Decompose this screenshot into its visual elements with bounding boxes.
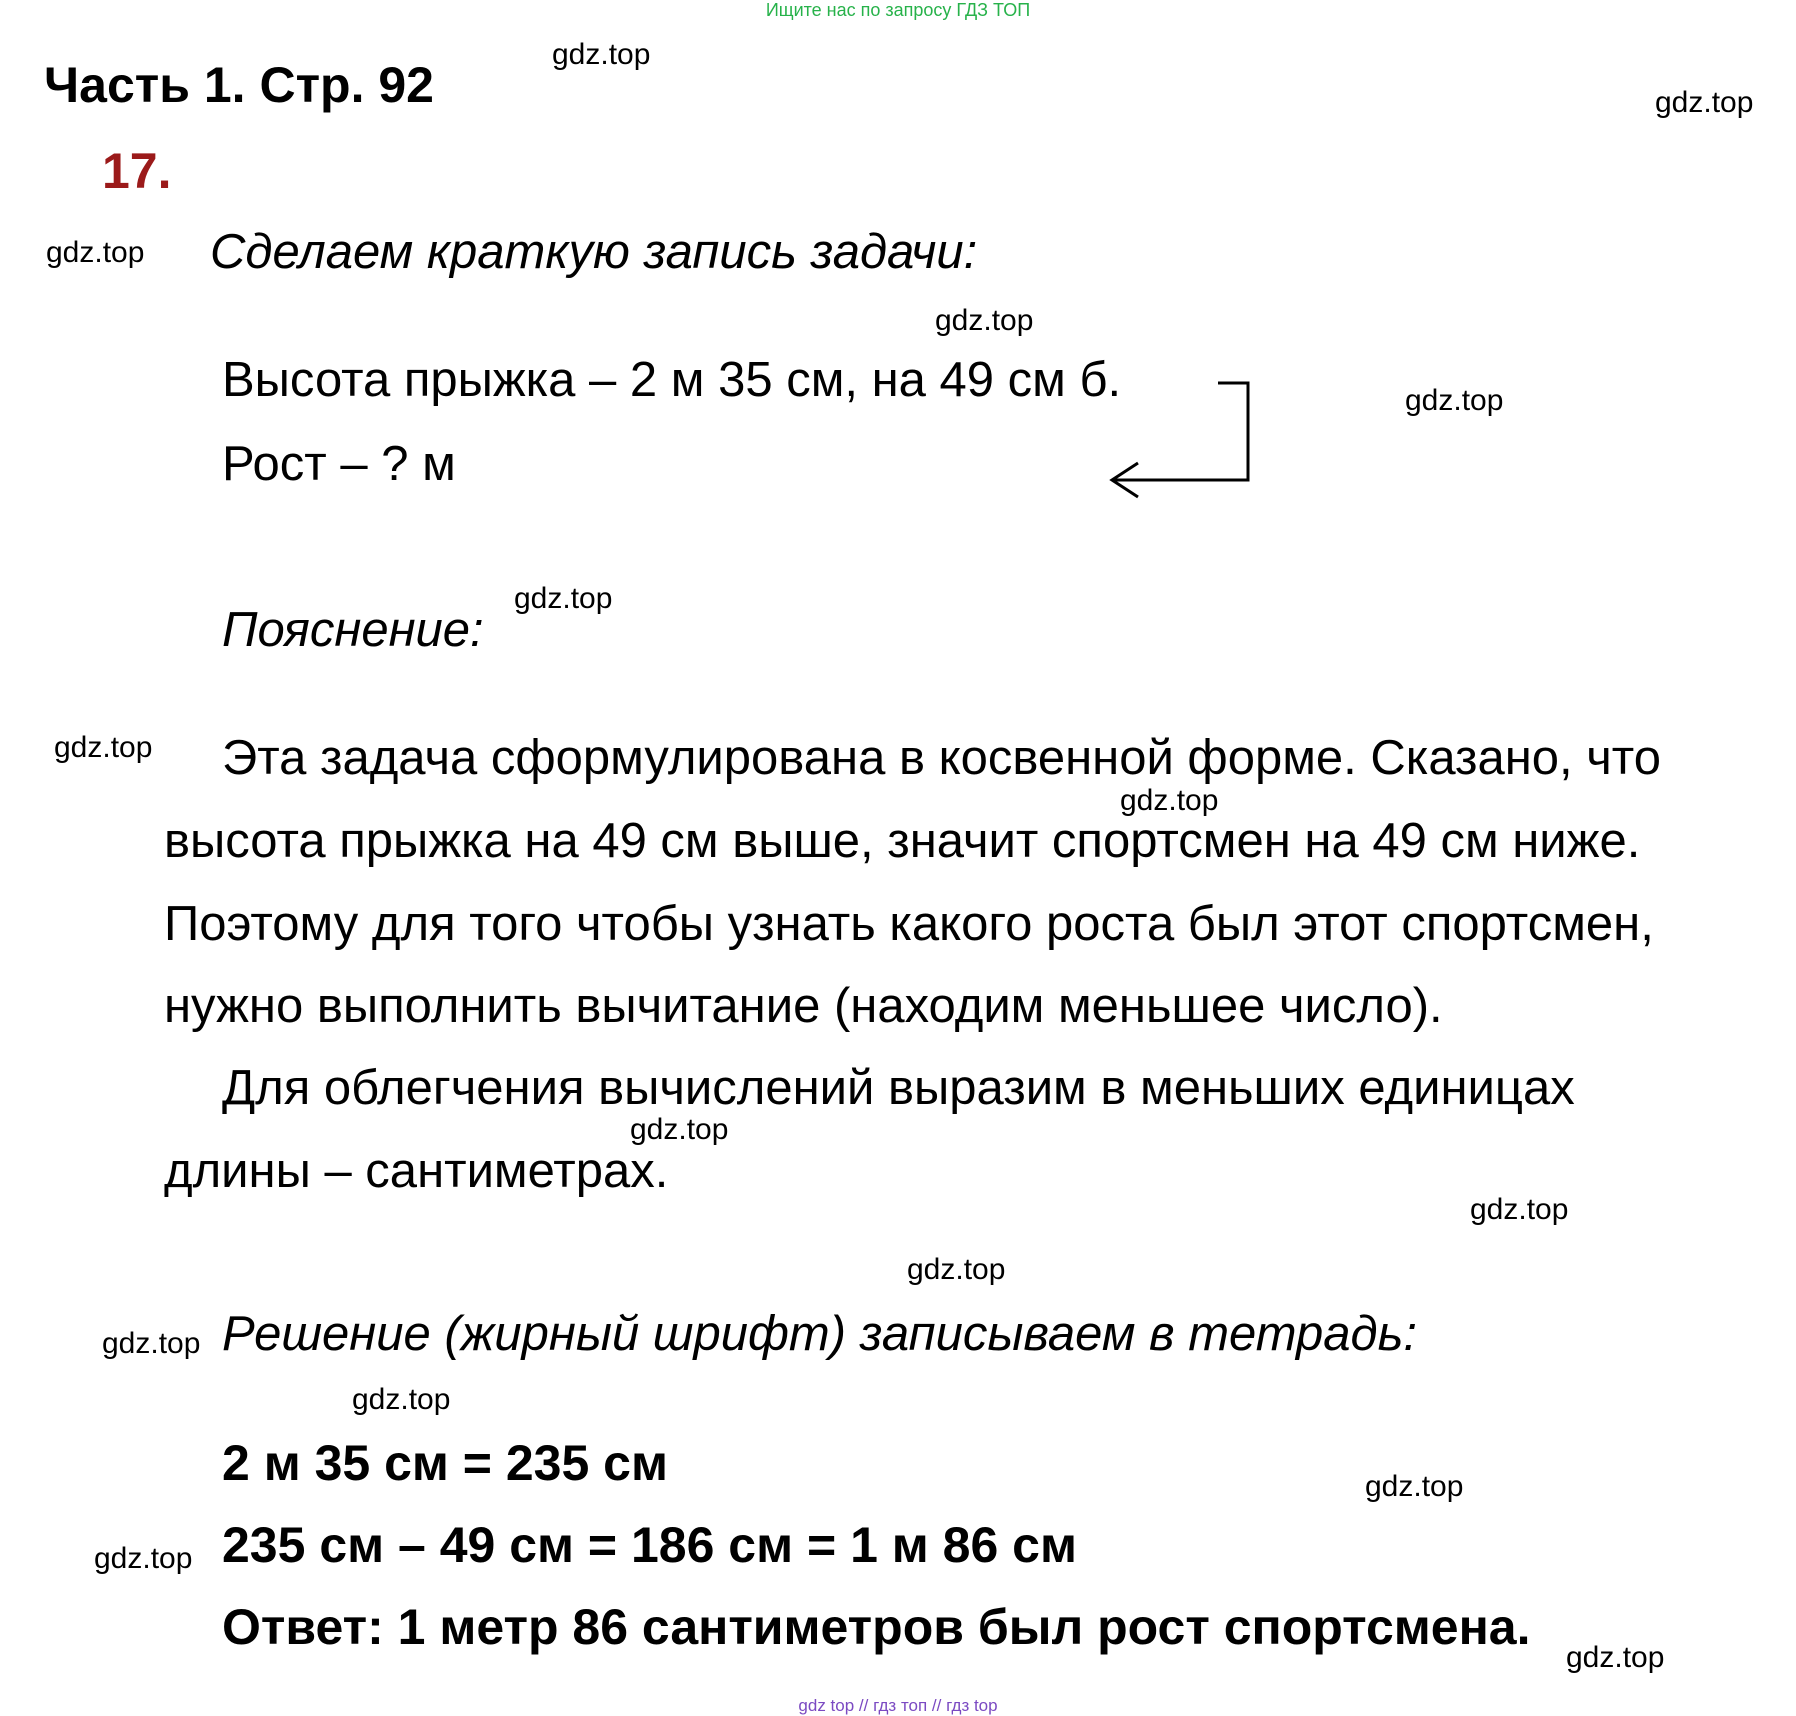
answer-line: Ответ: 1 метр 86 сантиметров был рост спортсмена. [222,1599,1531,1655]
watermark: gdz.top [102,1327,201,1360]
watermark: gdz.top [1405,384,1504,417]
watermark: gdz.top [935,304,1034,337]
short-note-line-1: Высота прыжка – 2 м 35 см, на 49 см б. [222,353,1122,407]
explanation-line-3: Поэтому для того чтобы узнать какого роста был этот спортсмен, [164,897,1654,951]
watermark: gdz.top [514,582,613,615]
watermark: gdz.top [1655,86,1754,119]
watermark: gdz.top [54,731,153,764]
explanation-line-2: высота прыжка на 49 см выше, значит спортсмен на 49 см ниже. [164,814,1641,868]
top-banner: Ищите нас по запросу ГДЗ ТОП [765,0,1031,20]
explanation-line-5: Для облегчения вычислений выразим в меньших единицах [222,1061,1575,1115]
short-note-line-2: Рост – ? м [222,437,456,491]
watermark: gdz.top [1365,1470,1464,1503]
solution-title: Решение (жирный шрифт) записываем в тетрадь: [222,1307,1417,1361]
bracket-arrow-icon [1100,375,1260,505]
watermark: gdz.top [630,1113,729,1146]
solution-line-2: 235 см – 49 см = 186 см = 1 м 86 см [222,1517,1077,1573]
watermark: gdz.top [552,38,651,71]
task-number: 17. [102,143,172,199]
watermark: gdz.top [46,236,145,269]
watermark: gdz.top [352,1383,451,1416]
watermark: gdz.top [1120,784,1219,817]
watermark: gdz.top [1566,1641,1665,1674]
page-heading: Часть 1. Стр. 92 [44,57,434,113]
watermark: gdz.top [907,1253,1006,1286]
explanation-line-6: длины – сантиметрах. [164,1144,669,1198]
solution-line-1: 2 м 35 см = 235 см [222,1435,668,1491]
bottom-banner: gdz top // гдз топ // гдз top [798,1696,998,1715]
short-note-title: Сделаем краткую запись задачи: [210,225,978,279]
explanation-line-4: нужно выполнить вычитание (находим меньшее число). [164,979,1443,1033]
watermark: gdz.top [94,1542,193,1575]
explanation-title: Пояснение: [222,603,484,657]
watermark: gdz.top [1470,1193,1569,1226]
explanation-line-1: Эта задача сформулирована в косвенной форме. Сказано, что [222,731,1661,785]
